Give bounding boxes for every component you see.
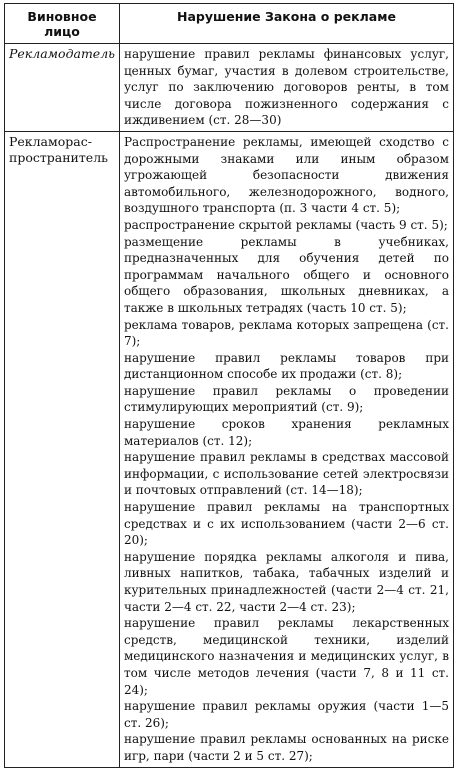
violation-entry: нарушение сроков хранения рекламных материалов (ст. 12); [123,417,449,448]
violation-entry: нарушение правил рекламы товаров при дистанционном способе их продажи (ст. 8); [123,350,449,382]
header-culprit: Виновное лицо [5,4,120,44]
violation-entry: размещение рекламы в учебниках, предназначенных для обучения детей по программам начального общего и основного общего образования, школьных дневниках, а также в школьных тетрадях (часть 10 ст. 5); [123,234,449,315]
violation-entry: нарушение правил рекламы о проведении стимулирующих мероприятий (ст. 9); [123,383,449,415]
violations-cell [119,44,453,132]
table-header-row [5,4,454,44]
header-violation: Нарушение Закона о рекламе [119,4,453,44]
party-cell [5,44,120,132]
violation-entry: распространение скрытой рекламы (часть 9 ст. 5); [123,217,448,232]
table-row [5,44,454,132]
party-label: Рекламорас- пространитель [9,133,108,165]
violation-entry: нарушение правил рекламы на транспортных средствах и с их использованием (части 2—6 ст. 20); [123,500,449,548]
violation-entry: нарушение правил рекламы лекарственных средств, медицинской техники, изделий медицинского назначения и медицинских услуг, в том числе методов лечения (части 7, 8 и 11 ст. 24); [123,616,449,697]
violation-entry: реклама товаров, реклама которых запрещена (ст. 7); [123,317,449,349]
violation-entry: нарушение правил рекламы оружия (части 1—5 ст. 26); [123,699,449,730]
violation-entry: нарушение правил рекламы основанных на риске игр, пари (части 2 и 5 ст. 27); [123,732,449,763]
violation-entry: нарушение правил рекламы в средствах массовой информации, с использование сетей электросвязи и почтовых отправлений (ст. 14—18); [123,450,449,498]
violation-entry: Распространение рекламы, имеющей сходство с дорожными знаками или иным образом угрожающей безопасности движения автомобильного, железнодорожного, водного, воздушного транспорта (п. 3 части 4 ст. 5); [123,134,449,216]
violation-entry: нарушение правил рекламы финансовых услуг, ценных бумаг, участия в долевом строительстве, услуг по заключению договоров ренты, в том числе договора пожизненного содержания с иждивением (ст. 28—30) [123,47,449,128]
violation-entry: нарушение порядка рекламы алкоголя и пива, ливных напитков, табака, табачных изделий и курительных принадлежностей (части 2—4 ст. 21, части 2—4 ст. 22, части 2—4 ст. 23); [123,549,449,614]
violations-table [4,3,454,768]
party-label: Рекламодатель [9,46,115,61]
